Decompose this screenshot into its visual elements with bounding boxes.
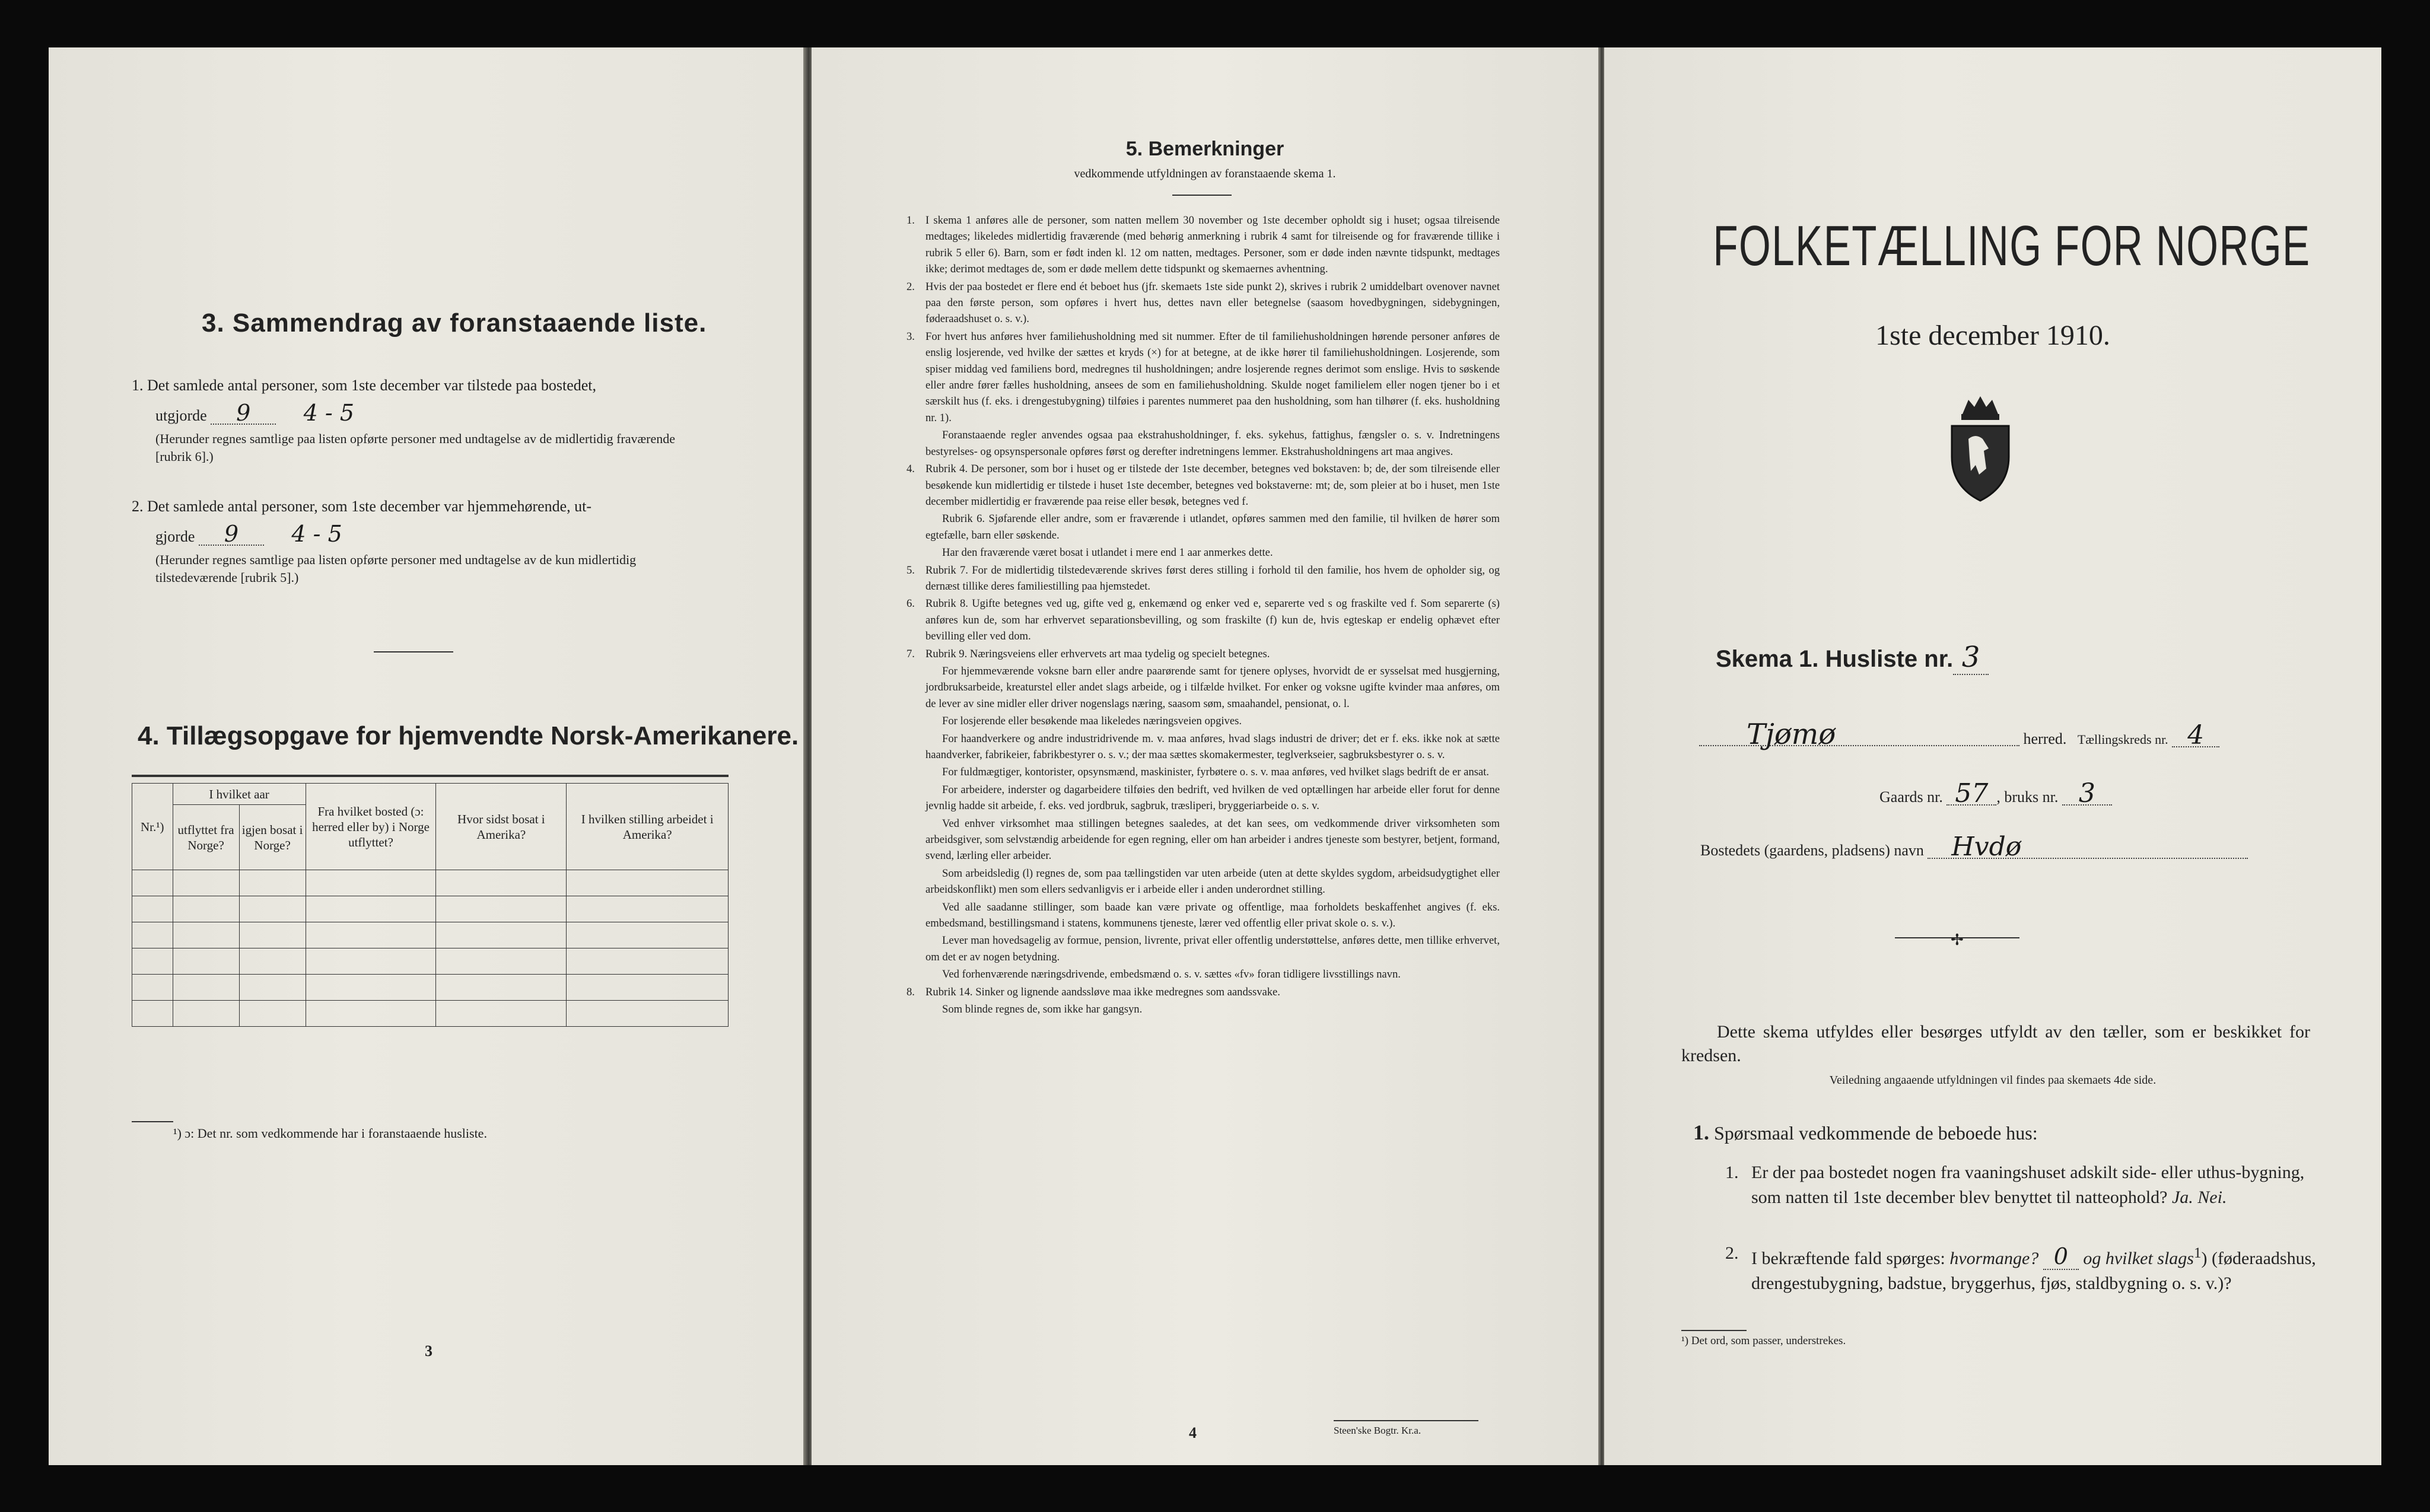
question-2: 2. I bekræftende fald spørges: hvormange? 0 og hvilket slags$^1$) (føderaadshus, drengestubygning, badstue, bryggerhus, fjøs, staldbygning o. s. v.)?	[1725, 1241, 2318, 1296]
husliste-number: 3	[1953, 641, 1989, 675]
item1-value: 9	[211, 402, 276, 425]
right-footnote: ¹) Det ord, som passer, understrekes.	[1681, 1335, 1846, 1347]
remark-text: For haandverkere og andre industridrivende m. v. maa anføres, hvad slags industri de driver; det er f. eks. ikke nok at sætte haandverker, fabrikeier, fabrikbestyrer o. s. v.; der maa sættes skomakermester, teglverkseier, sagbruksbestyrer o. s. v.	[925, 732, 1500, 761]
section3-item1	[132, 375, 725, 466]
remark-item	[907, 646, 1500, 662]
remark-item	[907, 596, 1500, 644]
table-row	[132, 896, 173, 922]
remark-text: Rubrik 8. Ugifte betegnes ved ug, gifte ved g, enkemænd og enker ved e, separerte ved s og fraskilte ved f. Som separerte (s) anføres kun de, som har erhvervet separationsbevilling, og som fraskilte (f) kun de, hvis egteskap er endelig ophævet efter bevilling eller ved dom.	[925, 597, 1500, 643]
norsk-amerikanere-table	[132, 783, 729, 1027]
instruction-text: Dette skema utfyldes eller besørges utfyldt av den tæller, som er beskikket for kredsen.	[1681, 1022, 2310, 1065]
remark-item	[907, 461, 1500, 510]
remark-text: Rubrik 7. For de midlertidig tilstedeværende skrives først deres stilling i forhold til den familie, hos hvem de opholder sig, og dernæst tillike deres familiestilling paa hjemstedet.	[925, 564, 1500, 593]
item1-extra: 4 - 5	[303, 400, 355, 426]
remark-item	[907, 562, 1500, 595]
herred-line	[1699, 718, 2292, 751]
remark-item	[907, 212, 1500, 278]
q2-text-a: I bekræftende fald spørges:	[1751, 1249, 1945, 1268]
table-row	[132, 870, 173, 896]
gaards-value: 57	[1946, 783, 1996, 806]
col-bosted: Fra hvilket bosted (ɔ: herred eller by) i Norge utflyttet?	[306, 784, 436, 870]
bosted-value: Hvdø	[1928, 836, 2248, 859]
section3-item1-utgjorde: utgjorde	[155, 407, 207, 424]
remark-item	[907, 329, 1500, 426]
printer-mark: Steen'ske Bogtr. Kr.a.	[1334, 1425, 1421, 1436]
divider	[1172, 195, 1232, 196]
remark-text: Rubrik 4. De personer, som bor i huset og er tilstede der 1ste december, betegnes ved bokstaven: b; de, der som tilreisende eller besøkende kun midlertidig er tilstede i huset 1ste december, betegnes ved bokstaverne: mt; de, som pleier at bo i huset, men 1ste december midlertidig er fraværende paa reise eller besøk, betegnes ved f.	[925, 463, 1500, 508]
q1-answer: Ja. Nei.	[2171, 1188, 2227, 1207]
q1-number: 1.	[1725, 1163, 1739, 1182]
remark-text: For hjemmeværende voksne barn eller andre paarørende samt for tjenere oplyses, hvorvidt de er sysselsat med husgjerning, jordbruksarbeide, kreaturstel eller andet slags arbeide, og i tilfælde hvilket. For enker og voksne ugifte kvinder maa anføres, om de lever av sine midler eller driver nogenslags næring, saasom søm, smaahandel, pensionat, o. l.	[925, 664, 1500, 710]
middle-page	[812, 47, 1598, 1465]
remark-item	[907, 966, 1500, 982]
q2-number: 2.	[1725, 1243, 1739, 1263]
remark-item	[907, 663, 1500, 712]
gaards-label: Gaards nr.	[1879, 788, 1943, 806]
remark-item	[907, 279, 1500, 327]
remark-item	[907, 984, 1500, 1000]
remark-text: Ved alle saadanne stillinger, som baade kan være private og offentlige, maa forholdets beskaffenhet angives (f. eks. embedsmand, bestillingsmand i statens, kommunens tjeneste, lærer ved offentlig eller privat skole o. s. v.).	[925, 900, 1500, 930]
col-nr: Nr.¹)	[132, 784, 173, 870]
section3-item2-gjorde: gjorde	[155, 528, 195, 545]
section4-heading: 4. Tillægsopgave for hjemvendte Norsk-Amerikanere.	[138, 721, 799, 750]
remark-text: Hvis der paa bostedet er flere end ét beboet hus (jfr. skemaets 1ste side punkt 2), skrives i rubrik 2 umiddelbart ovenover navnet paa den første person, som opføres i hvert hus, dettes navn eller betegnelse (saasom hovedbygningen, sidebygningen, føderaadshuset o. s. v.).	[925, 280, 1500, 326]
remark-number: 3.	[907, 330, 915, 343]
questions-heading-num: 1.	[1693, 1121, 1709, 1144]
item2-extra: 4 - 5	[291, 521, 342, 547]
q2-text-c: (føderaadshus, drengestubygning, badstue, bryggerhus, fjøs, staldbygning o. s. v.)?	[1751, 1249, 2316, 1293]
remark-item	[907, 764, 1500, 780]
skema-label-text: Skema 1. Husliste nr.	[1716, 646, 1954, 672]
bemerkninger-subheading: vedkommende utfyldningen av foranstaaende skema 1.	[1074, 167, 1336, 180]
remark-number: 7.	[907, 647, 915, 660]
remark-item	[907, 899, 1500, 932]
remark-text: Lever man hovedsagelig av formue, pension, livrente, privat eller offentlig understøttelse, anføres dette, men tillike erhvervet, om det er av nogen betydning.	[925, 934, 1500, 963]
remark-item	[907, 865, 1500, 898]
remark-text: For fuldmægtiger, kontorister, opsynsmænd, maskinister, fyrbøtere o. s. v. maa anføres, ved hvilket slags bedrift de er ansat.	[942, 766, 1489, 779]
ornament-icon: ✢	[1951, 931, 1964, 948]
section3-item2	[132, 496, 725, 587]
q2-hvormange: hvormange?	[1949, 1249, 2039, 1268]
table-row	[132, 922, 173, 948]
bosted-label: Bostedets (gaardens, pladsens) navn	[1700, 842, 1924, 859]
remark-item	[907, 932, 1500, 965]
col-stilling: I hvilken stilling arbeidet i Amerika?	[567, 784, 729, 870]
bruks-value: 3	[2062, 783, 2112, 806]
remark-item	[907, 1001, 1500, 1017]
page-number: 4	[1189, 1424, 1197, 1441]
footnote-rule	[1681, 1330, 1747, 1331]
col-group: I hvilket aar	[173, 784, 306, 805]
bemerkninger-heading: 5. Bemerkninger	[1125, 138, 1284, 160]
bruks-label: , bruks nr.	[1996, 788, 2059, 806]
remark-text: I skema 1 anføres alle de personer, som natten mellem 30 november og 1ste december opholdt sig i huset; ogsaa tilreisende medtages; likeledes midlertidig fraværende (med behørig anmerkning i rubrik 4 samt for tilreisende og for fraværende tillike i rubrik 5 eller 6). Barn, som er født inden kl. 12 om natten, medtages. Personer, som er døde inden nævnte tidspunkt, medtages ikke; derimot medtages de, som er døde mellem dette tidspunkt og skemaernes avhentning.	[925, 214, 1500, 276]
divider	[374, 651, 453, 652]
herred-value: Tjømø	[1699, 724, 2019, 746]
printer-rule	[1334, 1420, 1478, 1421]
remark-item	[907, 782, 1500, 814]
question-1	[1725, 1160, 2318, 1210]
table-row	[132, 975, 173, 1001]
col-igjen: igjen bosat i Norge?	[239, 805, 306, 870]
bosted-line	[1700, 832, 2248, 862]
remark-item	[907, 713, 1500, 729]
remark-text: Rubrik 14. Sinker og lignende aandssløve maa ikke medregnes som aandssvake.	[925, 985, 1280, 998]
left-page	[49, 47, 803, 1465]
remark-text: Som arbeidsledig (l) regnes de, som paa tællingstiden var uten arbeide (uten at dette skyldes sygdom, arbeidsudygtighet eller arbeidskonflikt) men som ellers sedvanligvis er i arbeide eller i anden underordnet stilling.	[925, 867, 1500, 896]
remark-number: 1.	[907, 214, 915, 227]
remark-text: Ved enhver virksomhet maa stillingen betegnes saaledes, at det kan sees, om vedkommende driver virksomheten som arbeidsgiver, som selvstændig arbeidende for egen regning, eller om han arbeider i andres tjeneste som bestyrer, betjent, formand, svend, lærling eller arbeider.	[925, 817, 1500, 862]
bemerkninger-list	[907, 212, 1500, 1019]
table-top-rule	[132, 775, 729, 777]
remark-text: Foranstaaende regler anvendes ogsaa paa ekstrahusholdninger, f. eks. sykehus, fattighus, fængsler o. s. v. Indretningens bestyrelses- og opsynspersonale opføres først og derefter indretningens lemmer. Ekstrahusholdningens art maa angives.	[925, 429, 1500, 458]
remark-text: Har den fraværende været bosat i utlandet i mere end 1 aar anmerkes dette.	[942, 546, 1273, 559]
skema-label	[1716, 641, 1989, 675]
herred-label: herred.	[2023, 730, 2067, 747]
item2-value: 9	[199, 523, 264, 546]
remark-number: 5.	[907, 564, 915, 577]
main-title: FOLKETÆLLING FOR NORGE	[1713, 214, 2311, 278]
veiledning-text: Veiledning angaaende utfyldningen vil findes paa skemaets 4de side.	[1829, 1074, 2157, 1087]
col-utflyttet: utflyttet fra Norge?	[173, 805, 239, 870]
questions-heading-text: Spørsmaal vedkommende de beboede hus:	[1714, 1122, 2038, 1144]
table-row	[132, 948, 173, 975]
remark-text: Rubrik 6. Sjøfarende eller andre, som er fraværende i utlandet, opføres sammen med den familie, til hvilken de hører som egtefælle, barn eller søskende.	[925, 513, 1500, 542]
remark-item	[907, 511, 1500, 543]
section4-footnote: ¹) ɔ: Det nr. som vedkommende har i foranstaaende husliste.	[173, 1126, 487, 1141]
gaards-line	[1879, 778, 2112, 808]
remark-item	[907, 731, 1500, 763]
remark-text: For hvert hus anføres hver familiehusholdning med sit nummer. Efter de til familiehusholdningen hørende personer anføres de enslig losjerende, ved hvilke der sættes et kryds (×) for at betegne, at de ikke hører til familiehusholdningen. Losjerende, som spiser middag ved familiens bord, medregnes til husholdningen; andre losjerende regnes derimot som enslige. Hvis to søskende eller andre fører fælles husholdning, ansees de som en familiehusholdning. Skulde noget familielem eller nogen tjener bo i et særskilt hus (f. eks. i drengestubygning) tilføies i parentes nummeret paa den husholdning, som han tilhører (f. eks. husholdning nr. 1).	[925, 330, 1500, 424]
q2-text-b: og hvilket slags	[2083, 1249, 2194, 1268]
remark-number: 2.	[907, 280, 915, 293]
kreds-value: 4	[2172, 725, 2219, 747]
table-row	[132, 1001, 173, 1027]
remark-text: For losjerende eller besøkende maa likeledes næringsveien opgives.	[942, 715, 1242, 728]
remark-item	[907, 427, 1500, 460]
q2-value: 0	[2043, 1244, 2079, 1270]
right-page	[1604, 47, 2381, 1465]
remark-item	[907, 545, 1500, 561]
page-number: 3	[425, 1342, 432, 1360]
section3-heading: 3. Sammendrag av foranstaaende liste.	[202, 308, 707, 338]
col-sidst: Hvor sidst bosat i Amerika?	[436, 784, 567, 870]
footnote-rule	[132, 1121, 173, 1122]
remark-text: Som blinde regnes de, som ikke har gangsyn.	[942, 1003, 1143, 1016]
section3-item1-note: (Herunder regnes samtlige paa listen opførte personer med undtagelse av de midlertidig fraværende [rubrik 6].)	[155, 431, 676, 464]
q1-text: Er der paa bostedet nogen fra vaaningshuset adskilt side- eller uthus-bygning, som natten til 1ste december blev benyttet til natteophold?	[1751, 1163, 2305, 1207]
section3-item2-note: (Herunder regnes samtlige paa listen opførte personer med undtagelse av de kun midlertidig tilstedeværende [rubrik 5].)	[155, 552, 637, 585]
norway-coat-of-arms-icon	[1945, 391, 2016, 504]
remark-text: Ved forhenværende næringsdrivende, embedsmænd o. s. v. sættes «fv» foran tidligere livsstillings navn.	[942, 968, 1401, 981]
remark-text: For arbeidere, inderster og dagarbeidere tilføies den bedrift, ved hvilken de ved optællingen har arbeide eller forut for denne jevnlig hadde sit arbeide, f. eks. ved jordbruk, sagbruk, træsliperi, bryggeriarbeide o. s. v.	[925, 783, 1500, 813]
remark-text: Rubrik 9. Næringsveiens eller erhvervets art maa tydelig og specielt betegnes.	[925, 647, 1270, 660]
section3-item2-text: 2. Det samlede antal personer, som 1ste december var hjemmehørende, ut-	[132, 498, 592, 515]
remark-item	[907, 816, 1500, 864]
remark-number: 8.	[907, 985, 915, 998]
kreds-label: Tællingskreds nr.	[2077, 732, 2168, 747]
census-date: 1ste december 1910.	[1875, 320, 2110, 351]
remark-number: 6.	[907, 597, 915, 610]
section3-item1-text: 1. Det samlede antal personer, som 1ste december var tilstede paa bostedet,	[132, 377, 597, 394]
questions-heading	[1693, 1120, 2038, 1145]
remark-number: 4.	[907, 463, 915, 476]
